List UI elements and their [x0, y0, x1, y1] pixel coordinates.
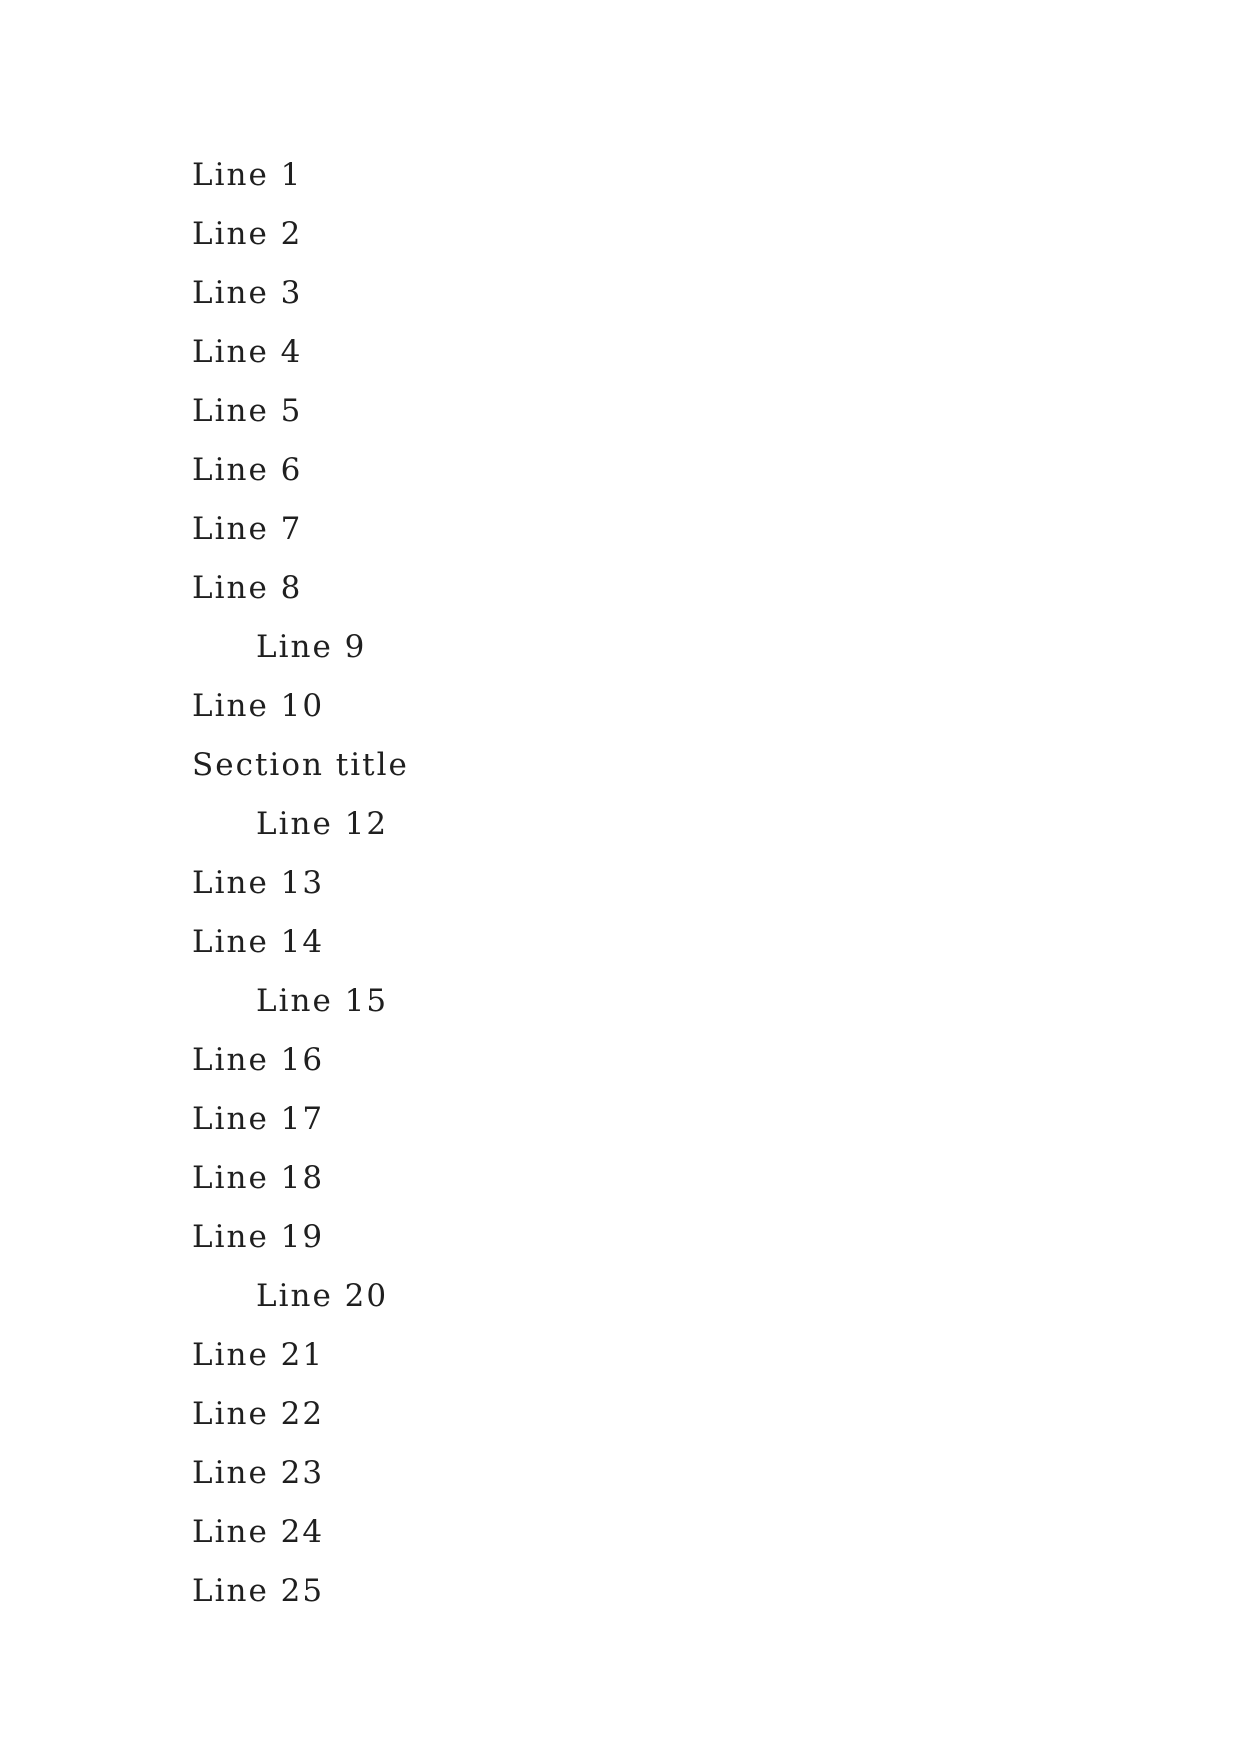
paragraph-line: Line 12 — [256, 806, 389, 842]
paragraph-line: Line 18 — [192, 1160, 325, 1196]
paragraph-line: Line 15 — [256, 983, 389, 1019]
paragraph-line: Line 23 — [192, 1455, 325, 1491]
paragraph-line: Line 1 — [192, 157, 303, 193]
paragraph-line: Line 7 — [192, 511, 303, 547]
paragraph-line: Line 21 — [192, 1337, 325, 1373]
paragraph-line: Line 19 — [192, 1219, 325, 1255]
paragraph-line: Line 10 — [192, 688, 325, 724]
paragraph-line: Line 9 — [256, 629, 367, 665]
paragraph-line: Line 2 — [192, 216, 303, 252]
section-title: Section title — [192, 747, 409, 783]
paragraph-line: Line 13 — [192, 865, 325, 901]
paragraph-line: Line 4 — [192, 334, 303, 370]
paragraph-line: Line 8 — [192, 570, 303, 606]
paragraph-line: Line 22 — [192, 1396, 325, 1432]
paragraph-line: Line 3 — [192, 275, 303, 311]
paragraph-line: Line 25 — [192, 1573, 325, 1609]
paragraph-line: Line 5 — [192, 393, 303, 429]
paragraph-line: Line 16 — [192, 1042, 325, 1078]
paragraph-line: Line 24 — [192, 1514, 325, 1550]
paragraph-line: Line 14 — [192, 924, 325, 960]
paragraph-line: Line 20 — [256, 1278, 389, 1314]
paragraph-line: Line 17 — [192, 1101, 325, 1137]
paragraph-line: Line 6 — [192, 452, 303, 488]
